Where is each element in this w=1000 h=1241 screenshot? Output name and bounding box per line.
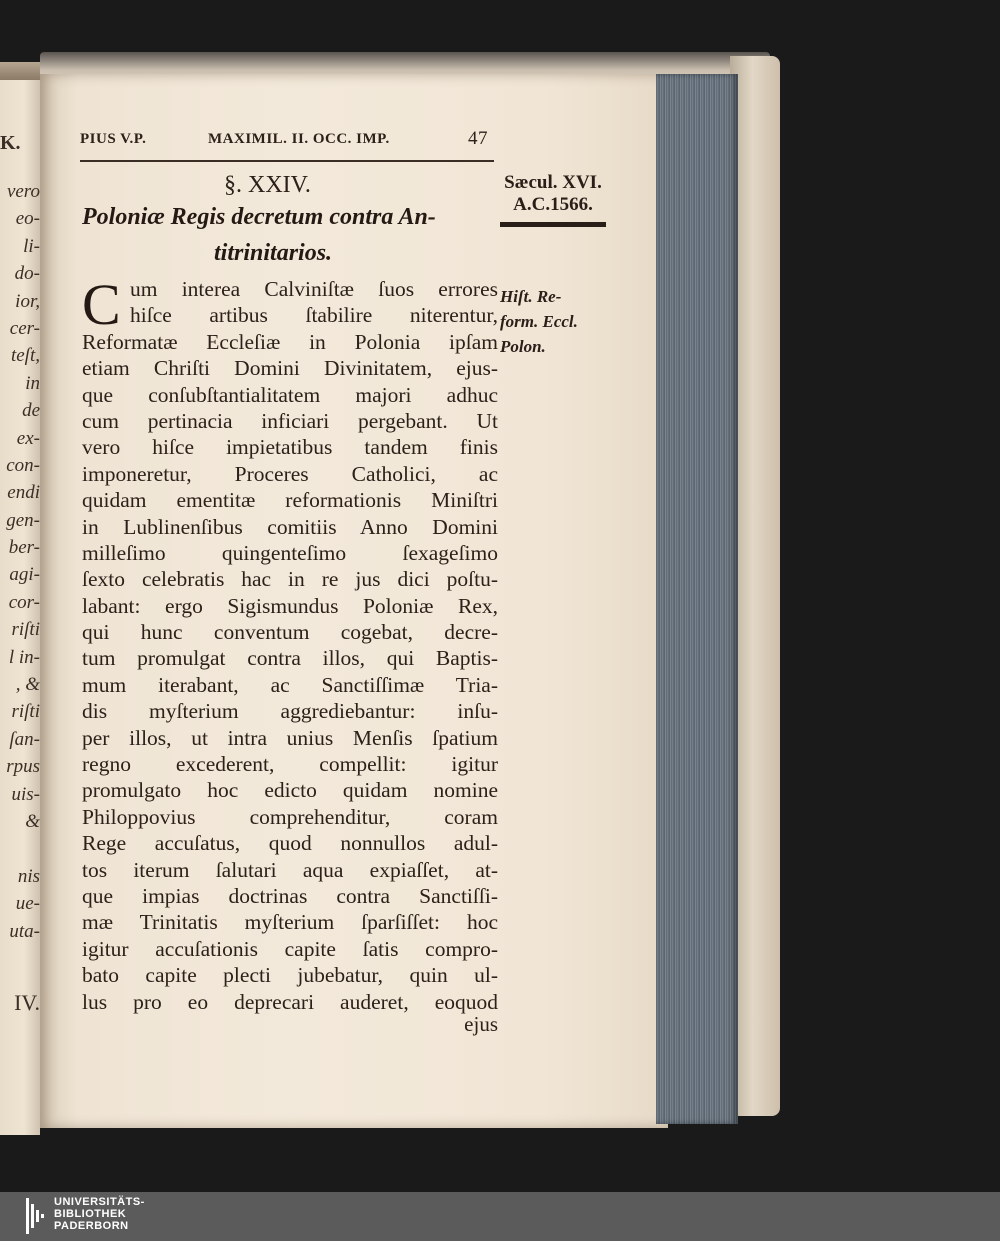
page-block-fore-edge (656, 74, 738, 1124)
body-text (82, 272, 498, 1015)
catchword: ejus (464, 1012, 498, 1036)
logo-line1: UNIVERSITÄTS- (54, 1196, 145, 1208)
left-page-line: endi (7, 482, 40, 504)
left-page-line (0, 835, 40, 862)
body-line: mæ Trinitatis myſterium ſparſiſſet: hoc (82, 910, 498, 935)
left-page-line: de (22, 400, 40, 422)
margin-ref-line1: Hiſt. Re- (500, 287, 562, 306)
left-page-line: uta- (9, 920, 40, 942)
body-line: igitur accuſationis capite ſatis compro- (82, 936, 498, 961)
body-line: tum promulgat contra illos, qui Baptis- (82, 646, 498, 671)
body-line: dis myſterium aggrediebantur: inſu- (82, 699, 498, 724)
left-page-line: ex- (16, 427, 40, 449)
left-page-line: agi- (9, 564, 40, 586)
left-page-line: vero (6, 181, 40, 202)
left-facing-page (0, 80, 40, 1135)
body-line: labant: ergo Sigismundus Poloniæ Rex, (82, 593, 498, 618)
body-line: cum pertinacia inficiari pergebant. Ut (82, 408, 498, 433)
left-page-line: gen- (6, 509, 40, 531)
left-page-line: in (25, 372, 40, 394)
left-page-line: cer- (9, 317, 40, 339)
body-line: promulgato hoc edicto quidam nomine (82, 778, 498, 803)
left-page-header: K. (0, 132, 21, 154)
margin-date-year: A.C.1566. (513, 194, 593, 215)
body-line: que conſubſtantialitatem majori adhuc (82, 382, 498, 407)
body-line: tos iterum ſalutari aqua expiaſſet, at- (82, 857, 498, 882)
running-head-emperor: MAXIMIL. II. OCC. IMP. (208, 131, 390, 147)
left-page-line: nis (17, 865, 40, 887)
left-page-line: teſt, (10, 345, 40, 367)
left-page-line: riſti (11, 701, 40, 723)
logo-line3: PADERBORN (54, 1220, 129, 1232)
left-page-line: ue- (15, 893, 40, 915)
body-line: Rege accuſatus, quod nonnullos adul- (82, 831, 498, 856)
body-line: bato capite plecti jubebatur, quin ul- (82, 963, 498, 988)
body-line: Philoppovius comprehenditur, coram (82, 804, 498, 829)
running-head-pope: PIUS V.P. (80, 131, 147, 147)
left-page-line: ior, (15, 290, 40, 312)
running-head (80, 128, 500, 155)
body-line: qui hunc conventum cogebat, decre- (82, 620, 498, 645)
body-line: vero hiſce impietatibus tandem finis (82, 435, 498, 460)
body-line: um interea Calviniſtæ ſuos errores (130, 277, 498, 301)
body-line: mum iterabant, ac Sanctiſſimæ Tria- (82, 672, 498, 697)
body-line: Reformatæ Eccleſiæ in Polonia ipſam (82, 329, 498, 354)
library-footer (0, 1192, 1000, 1241)
left-page-text (0, 178, 40, 945)
library-logo-text (54, 1196, 145, 1232)
logo-line2: BIBLIOTHEK (54, 1208, 127, 1220)
left-page-line: riſti (11, 619, 40, 641)
left-page-line: uis- (11, 783, 40, 805)
margin-ref-line2: form. Eccl. (500, 312, 578, 331)
margin-ref-line3: Polon. (500, 337, 546, 356)
body-line: etiam Chriſti Domini Divinitatem, ejus- (82, 356, 498, 381)
left-page-line: & (25, 810, 40, 832)
chapter-title-line2: titrinitarios. (214, 240, 333, 266)
body-line: milleſimo quingenteſimo ſexageſimo (82, 540, 498, 565)
left-page-line: rpus (6, 756, 40, 778)
left-page-line: , & (15, 674, 40, 696)
left-page-section: IV. (14, 990, 40, 1015)
body-line: regno excederent, compellit: igitur (82, 752, 498, 777)
body-line: que impias doctrinas contra Sanctiſſi- (82, 883, 498, 908)
margin-rule (500, 222, 606, 227)
body-line: in Lublinenſibus comitiis Anno Domini (82, 514, 498, 539)
section-number: §. XXIV. (224, 172, 311, 198)
page-number: 47 (468, 128, 488, 149)
body-line: hiſce artibus ſtabilire niterentur, (130, 303, 498, 328)
left-page-line: con- (6, 454, 40, 476)
chapter-title-line1: Poloniæ Regis decretum contra An- (82, 204, 436, 230)
margin-date-century: Sæcul. XVI. (504, 172, 602, 193)
left-page-line: li- (23, 235, 40, 257)
drop-cap: C (82, 272, 121, 337)
body-line: quidam ementitæ reformationis Miniſtri (82, 488, 498, 513)
margin-reference (500, 284, 620, 359)
left-page-line: l in- (8, 646, 40, 668)
library-logo-icon (26, 1198, 44, 1234)
header-rule (80, 160, 494, 162)
left-page-line: cor- (8, 591, 40, 613)
left-page-line: ber- (8, 537, 40, 559)
margin-date (494, 172, 612, 216)
body-line: ſexto celebratis hac in re jus dici poſtu- (82, 567, 498, 592)
body-line: lus pro eo deprecari auderet, eoquod (82, 989, 498, 1014)
body-line: imponeretur, Proceres Catholici, ac (82, 461, 498, 486)
left-page-line: eo- (15, 208, 40, 230)
left-page-line: ſan- (9, 728, 40, 750)
body-line: per illos, ut intra unius Menſis ſpatium (82, 725, 498, 750)
left-page-line: do- (14, 263, 40, 285)
